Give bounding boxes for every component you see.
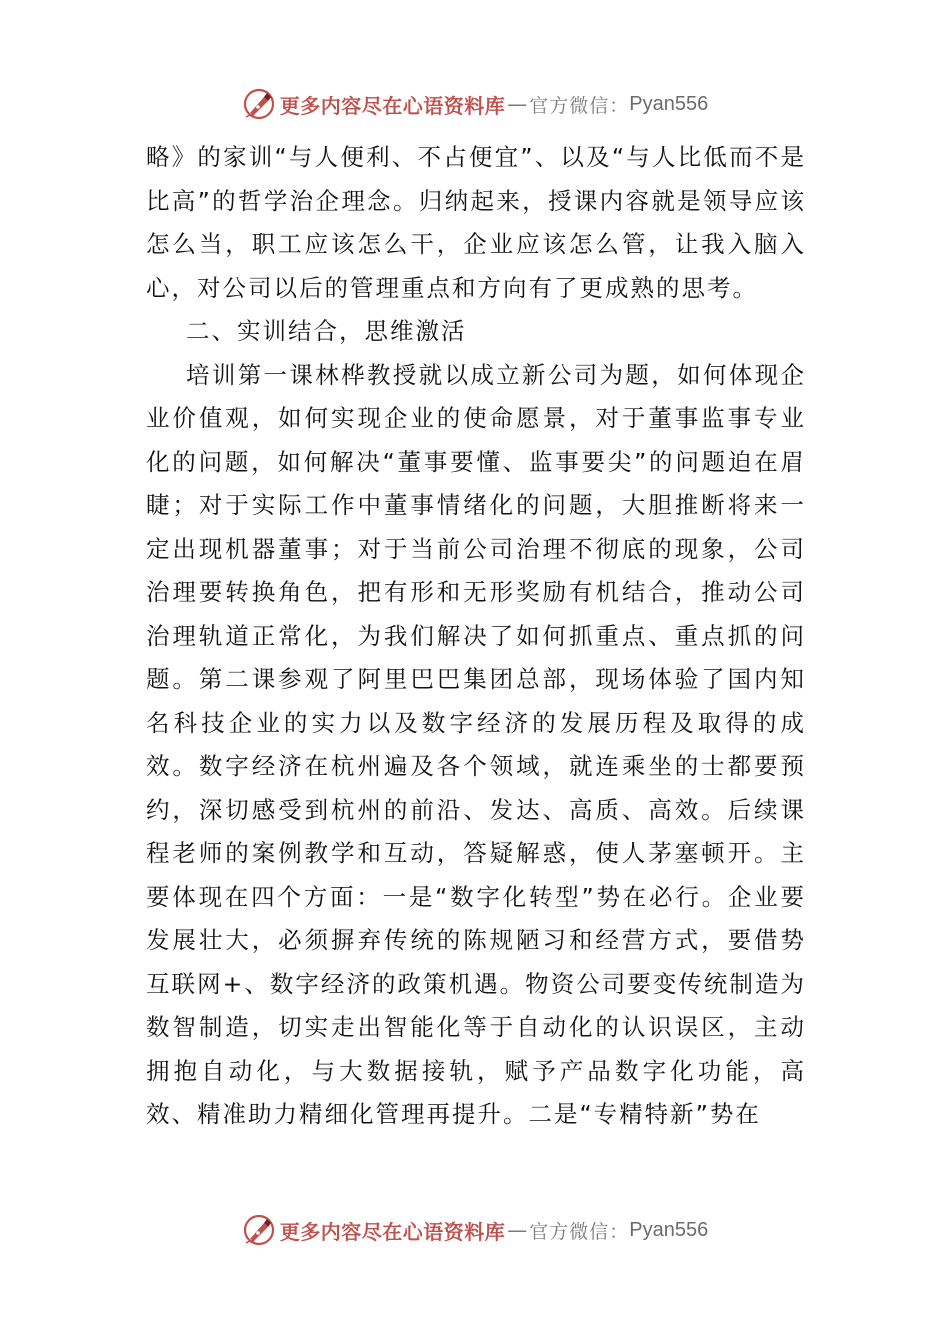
paragraph-training: 培训第一课林桦教授就以成立新公司为题，如何体现企业价值观，如何实现企业的使命愿景，对于董事监事专业化的问题，如何解决“董事要懂、监事要尖”的问题迫在眉睫；对于实际工作中董事情绪化的问题，大胆推断将来一定出现机器董事；对于当前公司治理不彻底的现象，公司治理要转换角色，把有形和无形奖励有机结合，推动公司治理轨道正常化，为我们解决了如何抓重点、重点抓的问题。第二课参观了阿里巴巴集团总部，现场体验了国内知名科技企业的实力以及数字经济的发展历程及取得的成效。数字经济在杭州遍及各个领域，就连乘坐的士都要预约，深切感受到杭州的前沿、发达、高质、高效。后续课程老师的案例教学和互动，答疑解惑，使人茅塞顿开。主要体现在四个方面：一是“数字化转型”势在必行。企业要发展壮大，必须摒弃传统的陈规陋习和经营方式，要借势互联网+、数字经济的政策机遇。物资公司要变传统制造为数智制造，切实走出智能化等于自动化的认识误区，主动拥抱自动化，与大数据接轨，赋予产品数字化功能，高效、精准助力精细化管理再提升。二是“专精特新”势在 [146, 360, 806, 1128]
paragraph-continued: 略》的家训“与人便利、不占便宜”、以及“与人比低而不是比高”的哲学治企理念。归纳起来，授课内容就是领导应该怎么当，职工应该怎么干，企业应该怎么管，让我入脑入心，对公司以后的管理重点和方向有了更成熟的思考。 [146, 143, 806, 302]
pen-nib-logo-icon [242, 87, 276, 121]
banner-separator: — [507, 92, 528, 116]
header-banner [0, 84, 950, 124]
banner-wechat-id: Pyan556 [629, 1218, 709, 1241]
footer-banner [0, 1210, 950, 1250]
document-body [146, 136, 806, 1137]
banner-brand-text: 更多内容尽在心语资料库 [279, 1219, 506, 1244]
banner-separator: — [507, 1218, 528, 1242]
pen-nib-logo-icon [242, 1213, 276, 1247]
banner-official-label: 官方微信： [529, 94, 630, 117]
banner-brand-text: 更多内容尽在心语资料库 [279, 93, 506, 118]
banner-official-label: 官方微信： [529, 1220, 630, 1243]
banner-wechat-id: Pyan556 [629, 92, 709, 115]
section-heading: 二、实训结合，思维激活 [186, 317, 467, 345]
